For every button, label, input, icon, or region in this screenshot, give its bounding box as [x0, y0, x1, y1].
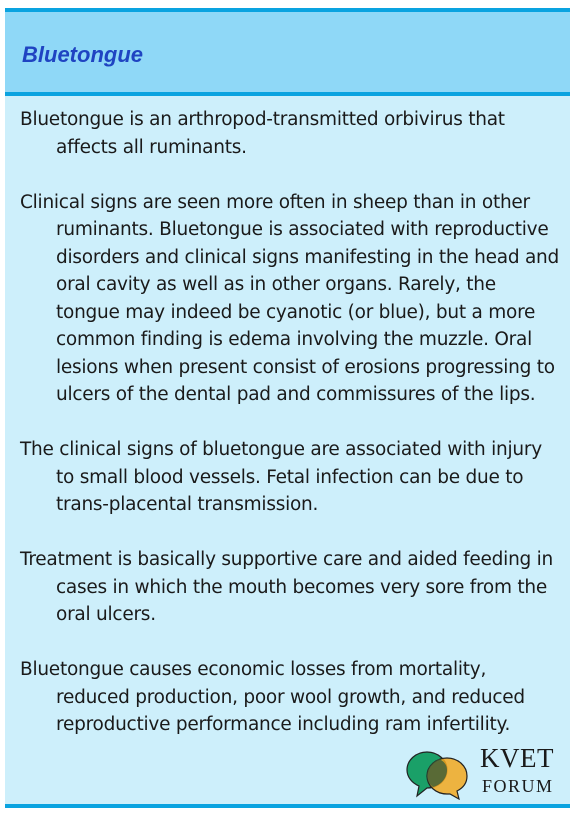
slide-title: Bluetongue — [22, 42, 143, 67]
chat-bubbles-icon — [405, 748, 471, 800]
slide-body — [20, 106, 564, 766]
kvet-forum-logo — [405, 742, 565, 802]
paragraph-clinical-signs: Clinical signs are seen more often in sheep than in other ruminants. Bluetongue is associated with reproductive disorders and clinical signs manifesting in the head and oral cavity as well as in other organs. Rarely, the tongue may indeed be cyanotic (or blue), but a more common finding is edema involving the muzzle. Oral lesions when present consist of erosions progressing to ulcers of the dental pad and commissures of the lips. — [20, 191, 560, 405]
paragraph-intro: Bluetongue is an arthropod-transmitted orbivirus that affects all ruminants. — [20, 109, 505, 158]
logo-wordmark: KVET — [480, 743, 554, 773]
header-divider — [5, 92, 570, 96]
bottom-divider — [5, 804, 570, 808]
title-bar — [5, 12, 570, 92]
paragraph-treatment: Treatment is basically supportive care and aided feeding in cases in which the mouth becomes very sore from the oral ulcers. — [20, 549, 554, 625]
paragraph-vascular-injury: The clinical signs of bluetongue are associated with injury to small blood vessels. Fetal infection can be due to trans-placental transmission. — [20, 439, 542, 515]
logo-subtitle: FORUM — [482, 776, 554, 796]
paragraph-economic-losses: Bluetongue causes economic losses from mortality, reduced production, poor wool growth, and reduced reproductive performance including ram infertility. — [20, 659, 525, 735]
slide-card — [5, 8, 570, 808]
